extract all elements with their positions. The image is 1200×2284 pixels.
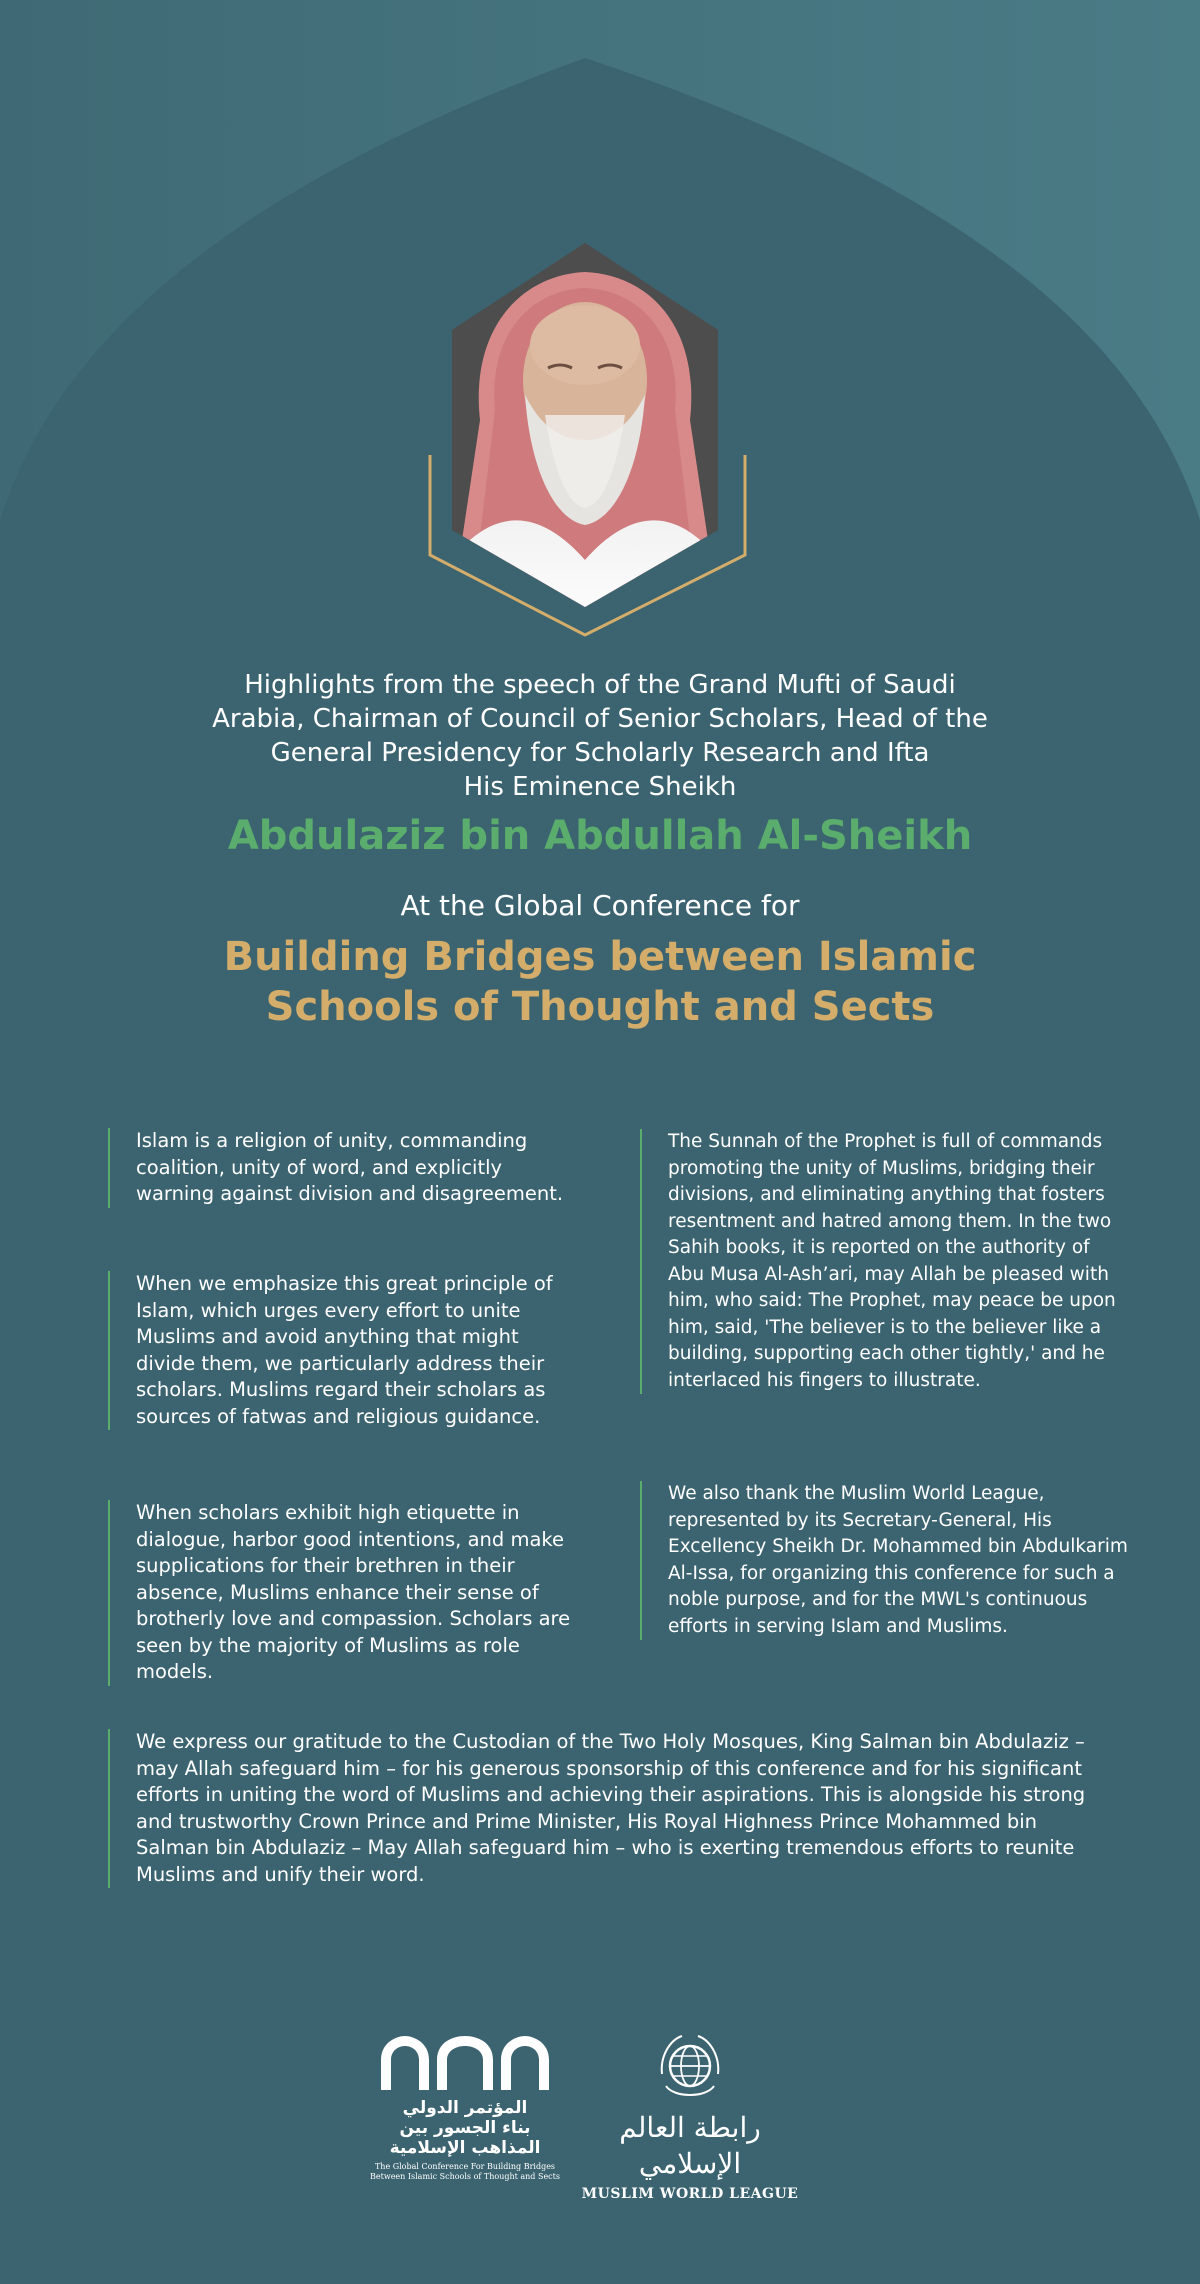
header [150, 668, 1050, 1032]
mwl-logo-english: MUSLIM WORLD LEAGUE [581, 2186, 799, 2202]
bridges-conference-logo [370, 2030, 560, 2200]
bridges-logo-english: The Global Conference For Building Bridges Between Islamic Schools of Thought and Sects [370, 2162, 560, 2181]
speech-intro: Highlights from the speech of the Grand Mufti of Saudi Arabia, Chairman of Council of Senior Scholars, Head of the General Presidency for Scholarly Research and Ifta His Eminence Sheikh [212, 670, 988, 802]
arches-icon [375, 2030, 555, 2092]
sheikh-portrait [0, 0, 1200, 700]
bridges-logo-arabic: المؤتمر الدولي بناء الجسور بين المذاهب الإسلامية [389, 2098, 541, 2158]
conference-at-line: At the Global Conference for [400, 889, 800, 922]
paragraph-right-2: We also thank the Muslim World League, represented by its Secretary-General, His Excellency Sheikh Dr. Mohammed bin Abdulkarim Al-Issa, for organizing this conference for such a noble purpose, and for the MWL's continuous efforts in serving Islam and Muslims. [640, 1481, 1128, 1640]
globe-emblem-icon [652, 2030, 728, 2106]
mwl-logo-arabic: رابطة العالم الإسلامي [619, 2111, 761, 2180]
paragraph-right-1: The Sunnah of the Prophet is full of commands promoting the unity of Muslims, bridging their divisions, and eliminating anything that fosters resentment and hatred among them. In the two Sahih books, it is reported on the authority of Abu Musa Al-Ash’ari, may Allah be pleased with him, who said: The Prophet, may peace be upon him, said, 'The believer is to the believer like a building, supporting each other tightly,' and he interlaced his fingers to illustrate. [640, 1129, 1128, 1394]
mwl-logo [580, 2030, 800, 2200]
paragraph-gratitude: We express our gratitude to the Custodian of the Two Holy Mosques, King Salman bin Abdulaziz – may Allah safeguard him – for his generous sponsorship of this conference and for his significant efforts in uniting the word of Muslims and achieving their aspirations. This is alongside his strong and trustworthy Crown Prince and Prime Minister, His Royal Highness Prince Mohammed bin Salman bin Abdulaziz – May Allah safeguard him – who is exerting tremendous efforts to reunite Muslims and unify their word. [108, 1729, 1116, 1888]
paragraph-left-1: Islam is a religion of unity, commanding coalition, unity of word, and explicitly warning against division and disagreement. [108, 1128, 576, 1208]
paragraph-left-2: When we emphasize this great principle of Islam, which urges every effort to unite Muslims and avoid anything that might divide them, we particularly address their scholars. Muslims regard their scholars as sources of fatwas and religious guidance. [108, 1271, 576, 1430]
footer-logos [370, 2030, 830, 2200]
conference-title: Building Bridges between Islamic Schools of Thought and Sects [223, 934, 977, 1030]
paragraph-left-3: When scholars exhibit high etiquette in dialogue, harbor good intentions, and make supplications for their brethren in their absence, Muslims enhance their sense of brotherly love and compassion. Scholars are seen by the majority of Muslims as role models. [108, 1500, 576, 1686]
sheikh-name: Abdulaziz bin Abdullah Al-Sheikh [227, 813, 973, 859]
